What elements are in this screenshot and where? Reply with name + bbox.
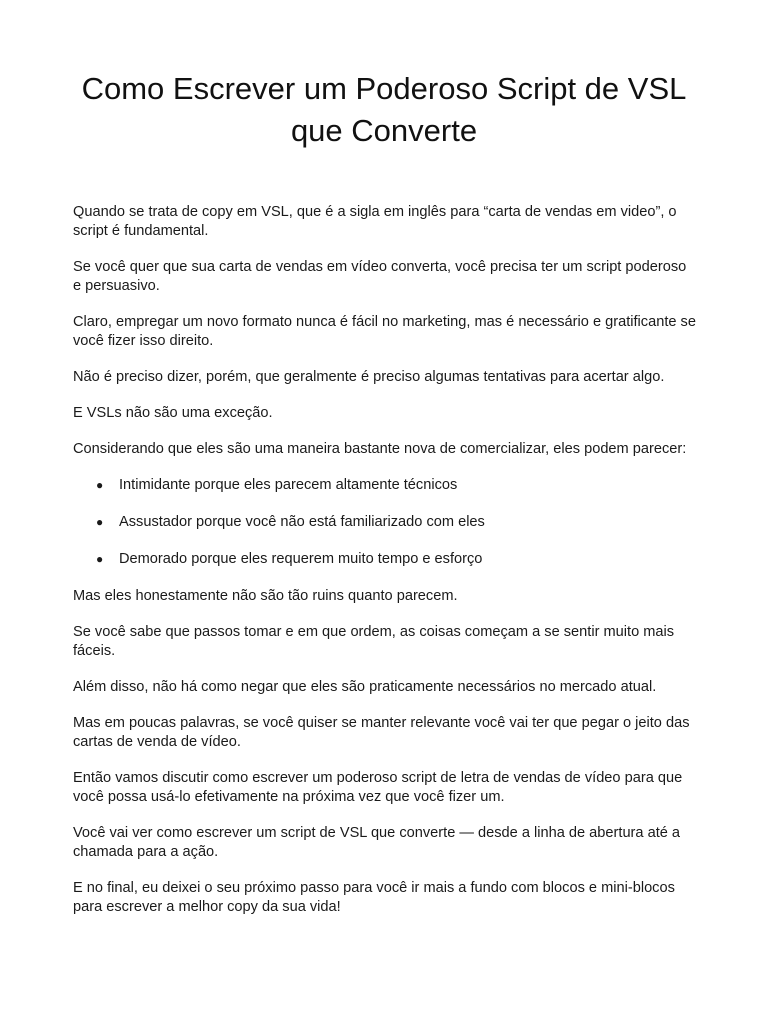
paragraph: Claro, empregar um novo formato nunca é fácil no marketing, mas é necessário e gratificante se você fizer isso direito. — [73, 314, 696, 349]
paragraph: Considerando que eles são uma maneira bastante nova de comercializar, eles podem parecer: — [73, 441, 687, 457]
paragraph: Mas eles honestamente não são tão ruins quanto parecem. — [73, 588, 458, 604]
list-item-text: Assustador porque você não está familiarizado com eles — [119, 514, 485, 530]
paragraph: Não é preciso dizer, porém, que geralmente é preciso algumas tentativas para acertar algo. — [73, 369, 665, 385]
list-item — [73, 513, 698, 532]
paragraph: Além disso, não há como negar que eles são praticamente necessários no mercado atual. — [73, 679, 657, 695]
bullet-list — [73, 476, 698, 569]
paragraph: E no final, eu deixei o seu próximo passo para você ir mais a fundo com blocos e mini-blocos para escrever a melhor copy da sua vida! — [73, 880, 675, 915]
list-item-text: Demorado porque eles requerem muito tempo e esforço — [119, 551, 483, 567]
bullet-icon: ● — [96, 478, 104, 492]
paragraph: Se você quer que sua carta de vendas em vídeo converta, você precisa ter um script poderoso e persuasivo. — [73, 259, 687, 294]
bullet-icon: ● — [96, 515, 104, 529]
document-body — [73, 203, 698, 934]
paragraph: E VSLs não são uma exceção. — [73, 405, 273, 421]
paragraph: Então vamos discutir como escrever um poderoso script de letra de vendas de vídeo para que você possa usá-lo efetivamente na próxima vez que você fizer um. — [73, 770, 683, 805]
list-item — [73, 550, 698, 569]
document-title: Como Escrever um Poderoso Script de VSL que Converte — [81, 71, 687, 148]
paragraph: Quando se trata de copy em VSL, que é a sigla em inglês para “carta de vendas em video”, o script é fundamental. — [73, 204, 677, 239]
paragraph: Mas em poucas palavras, se você quiser se manter relevante você vai ter que pegar o jeito das cartas de venda de vídeo. — [73, 715, 690, 750]
paragraph: Você vai ver como escrever um script de VSL que converte — desde a linha de abertura até a chamada para a ação. — [73, 825, 681, 860]
list-item-text: Intimidante porque eles parecem altamente técnicos — [119, 477, 458, 493]
paragraph: Se você sabe que passos tomar e em que ordem, as coisas começam a se sentir muito mais fáceis. — [73, 624, 675, 659]
list-item — [73, 476, 698, 495]
bullet-icon: ● — [96, 552, 104, 566]
